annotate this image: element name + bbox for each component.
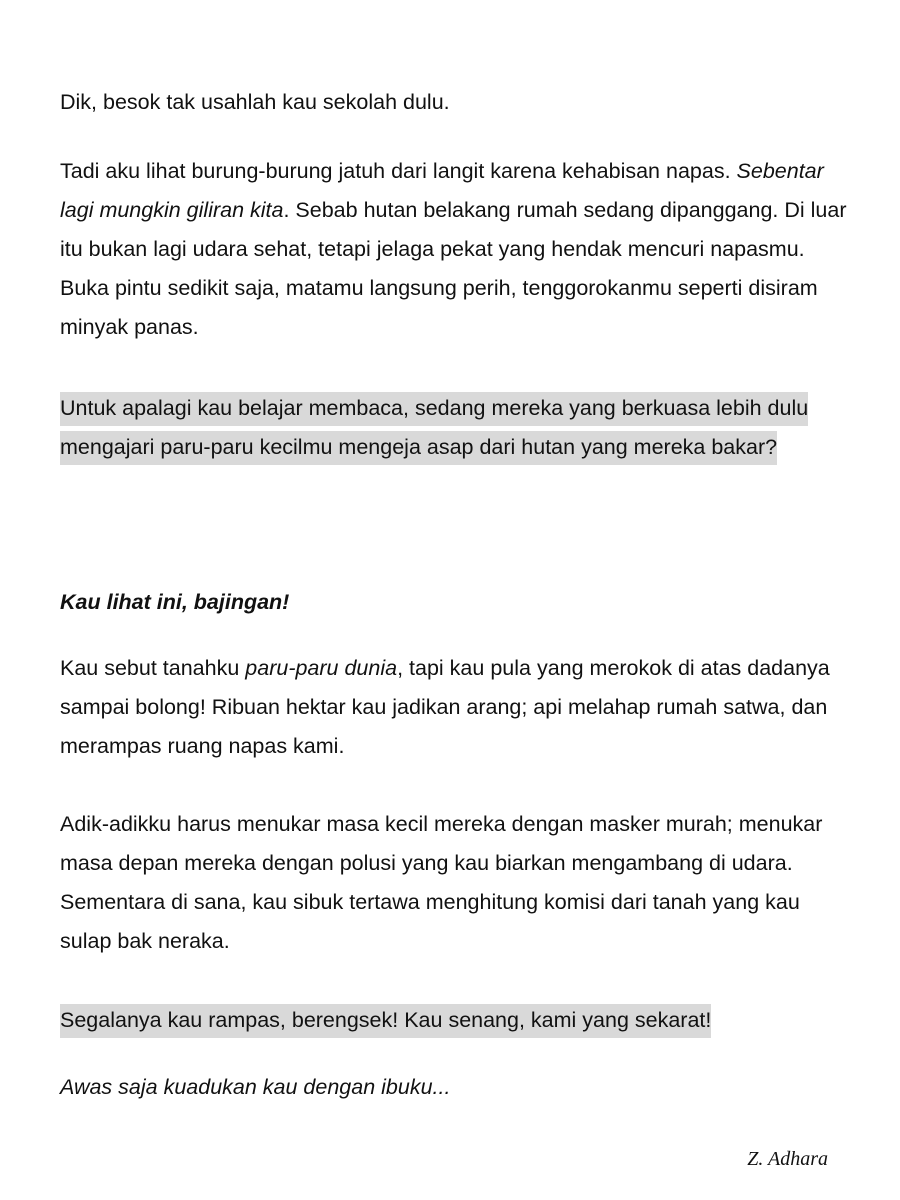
paragraph-birds xyxy=(60,152,850,347)
lungs-italic-phrase: paru-paru dunia xyxy=(245,656,398,680)
paragraph-siblings xyxy=(60,805,850,961)
paragraph-heading-exclaim xyxy=(60,583,850,622)
paragraph-opening xyxy=(60,83,850,122)
birds-line: Tadi aku lihat burung-burung jatuh dari langit karena kehabisan napas. xyxy=(60,159,731,183)
highlighted-text-reading: Untuk apalagi kau belajar membaca, sedang mereka yang berkuasa lebih dulu mengajari paru-paru kecilmu mengeja asap dari hutan yang mereka bakar? xyxy=(60,392,808,465)
closing-text: Awas saja kuadukan kau dengan ibuku... xyxy=(60,1075,451,1099)
lungs-after: , tapi kau pula yang merokok di atas dadanya sampai bolong! Ribuan hektar kau jadikan arang; api melahap rumah satwa, dan merampas ruang napas kami. xyxy=(60,656,830,758)
opening-text: Dik, besok tak usahlah kau sekolah dulu. xyxy=(60,90,450,114)
paragraph-closing xyxy=(60,1068,850,1107)
highlighted-text-seized: Segalanya kau rampas, berengsek! Kau senang, kami yang sekarat! xyxy=(60,1004,711,1038)
author-signature: Z. Adhara xyxy=(747,1148,828,1170)
birds-rest: . Sebab hutan belakang rumah sedang dipanggang. Di luar itu bukan lagi udara sehat, tetapi jelaga pekat yang hendak mencuri napasmu. Buka pintu sedikit saja, matamu langsung perih, tenggorokanmu seperti disiram minyak panas. xyxy=(60,198,847,339)
birds-italic-phrase: Sebentar lagi mungkin giliran kita xyxy=(60,159,824,222)
paragraph-lungs xyxy=(60,649,850,766)
exclaim-heading: Kau lihat ini, bajingan! xyxy=(60,590,290,614)
paragraph-highlight-reading xyxy=(60,389,850,467)
paragraph-highlight-seized xyxy=(60,1001,850,1040)
siblings-text: Adik-adikku harus menukar masa kecil mereka dengan masker murah; menukar masa depan mereka dengan polusi yang kau biarkan mengambang di udara. Sementara di sana, kau sibuk tertawa menghitung komisi dari tanah yang kau sulap bak neraka. xyxy=(60,812,823,953)
lungs-before: Kau sebut tanahku xyxy=(60,656,246,680)
